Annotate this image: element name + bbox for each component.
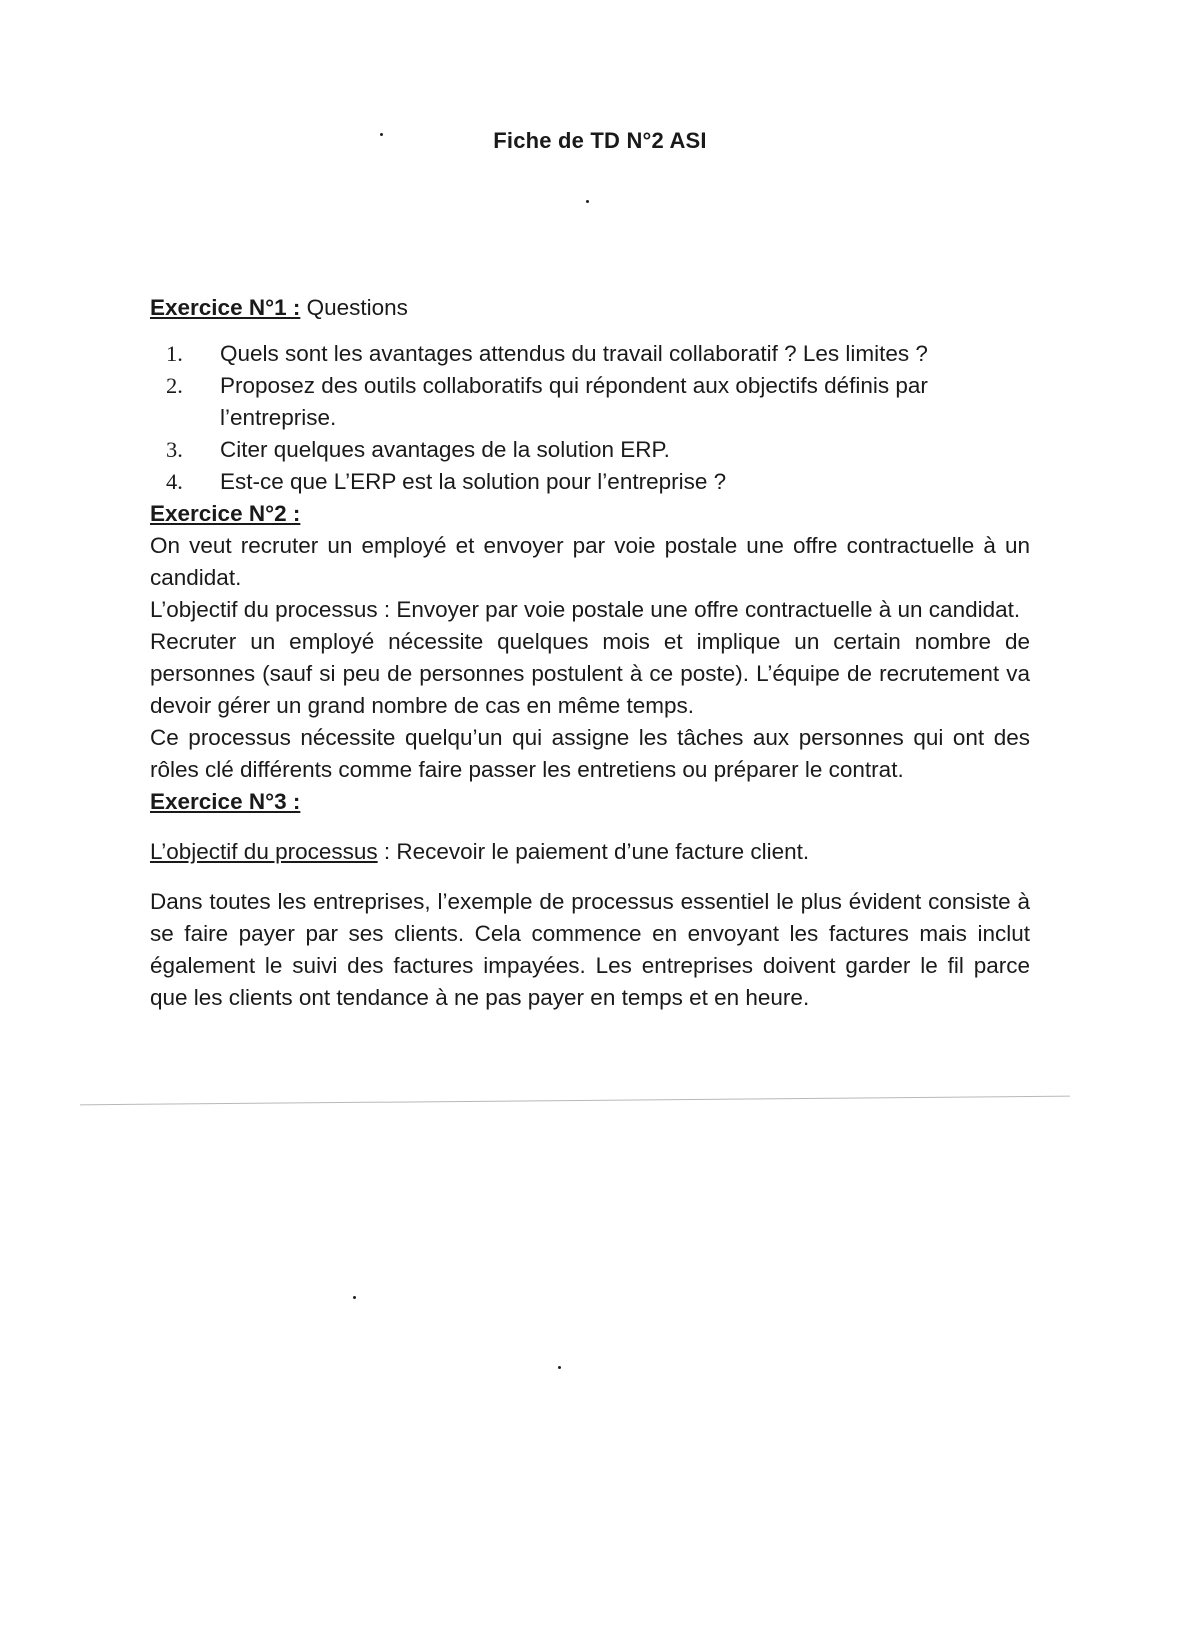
question-item bbox=[150, 466, 1030, 498]
exercise-1 bbox=[150, 292, 1030, 498]
question-number: 2. bbox=[166, 373, 183, 398]
exercise-1-label: Exercice N°1 : bbox=[150, 295, 301, 320]
exercise-3 bbox=[150, 786, 1030, 1014]
exercise-3-label: Exercice N°3 : bbox=[150, 789, 301, 814]
question-text: Quels sont les avantages attendus du travail collaboratif ? Les limites ? bbox=[220, 341, 928, 366]
question-number: 4. bbox=[166, 469, 183, 494]
exercise-3-paragraph: Dans toutes les entreprises, l’exemple de processus essentiel le plus évident consiste à se faire payer par ses clients. Cela commence en envoyant les factures mais inclut également le suivi des factures impayées. Les entreprises doivent garder le fil parce que les clients ont tendance à ne pas payer en temps et en heure. bbox=[150, 889, 1030, 1010]
exercise-2-label: Exercice N°2 : bbox=[150, 501, 301, 526]
page-title: Fiche de TD N°2 ASI bbox=[493, 128, 707, 153]
question-item bbox=[150, 338, 1030, 370]
question-text: Citer quelques avantages de la solution ERP. bbox=[220, 437, 670, 462]
question-item bbox=[150, 370, 1030, 434]
question-number: 1. bbox=[166, 341, 183, 366]
exercise-1-heading bbox=[150, 292, 1030, 324]
exercise-3-objective bbox=[150, 836, 1030, 868]
exercise-1-subtitle: Questions bbox=[300, 295, 408, 320]
question-text: Proposez des outils collaboratifs qui répondent aux objectifs définis par l’entreprise. bbox=[220, 373, 928, 430]
bottom-rule bbox=[80, 1096, 1070, 1106]
question-item bbox=[150, 434, 1030, 466]
exercise-3-heading bbox=[150, 786, 1030, 818]
objective-label: L’objectif du processus bbox=[150, 839, 378, 864]
scan-speck bbox=[380, 133, 383, 136]
exercise-2-paragraph: On veut recruter un employé et envoyer par voie postale une offre contractuelle à un candidat. bbox=[150, 533, 1030, 590]
scan-speck bbox=[558, 1366, 561, 1369]
exercise-2 bbox=[150, 498, 1030, 786]
scan-speck bbox=[353, 1296, 356, 1299]
document-body bbox=[150, 292, 1030, 1014]
scan-speck bbox=[586, 200, 589, 203]
exercise-2-paragraph: Ce processus nécessite quelqu’un qui assigne les tâches aux personnes qui ont des rôles clé différents comme faire passer les entretiens ou préparer le contrat. bbox=[150, 725, 1030, 782]
objective-text: : Recevoir le paiement d’une facture client. bbox=[377, 839, 810, 864]
question-text: Est-ce que L’ERP est la solution pour l’entreprise ? bbox=[220, 469, 727, 494]
exercise-2-paragraph: Recruter un employé nécessite quelques mois et implique un certain nombre de personnes (sauf si peu de personnes postulent à ce poste). L’équipe de recrutement va devoir gérer un grand nombre de cas en même temps. bbox=[150, 629, 1030, 718]
exercise-2-heading bbox=[150, 498, 1030, 530]
exercise-2-paragraph: L’objectif du processus : Envoyer par voie postale une offre contractuelle à un candidat. bbox=[150, 597, 1021, 622]
question-list bbox=[150, 338, 1030, 498]
question-number: 3. bbox=[166, 437, 183, 462]
